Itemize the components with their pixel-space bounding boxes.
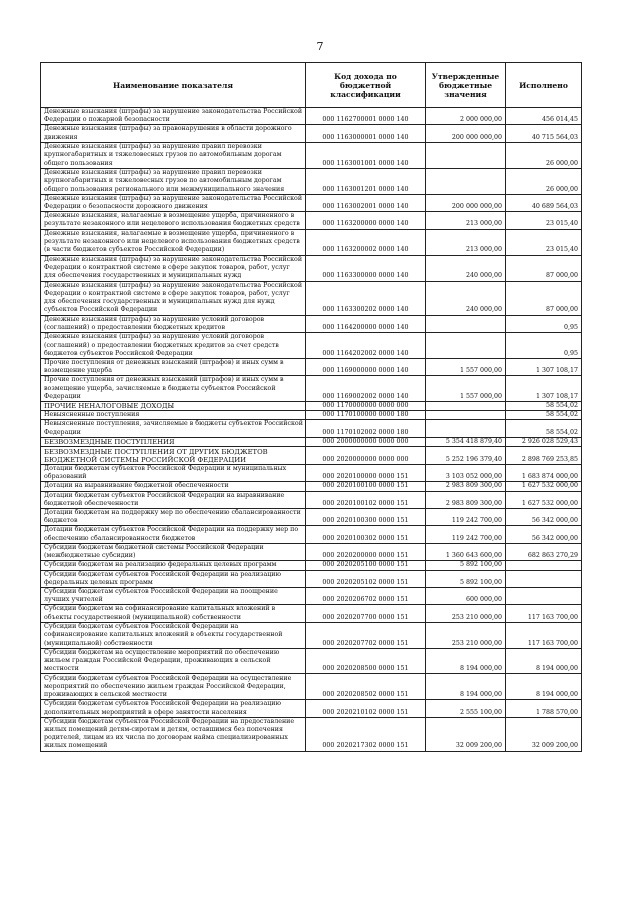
table-header-row [41, 63, 582, 108]
row-approved-cell: 5 892 100,00 [426, 561, 506, 570]
row-code-cell: 000 2020205102 0000 151 [306, 570, 426, 587]
row-name-cell: Субсидии бюджетам субъектов Российской Федерации на поощрение лучших учителей [41, 587, 306, 604]
table-row [41, 447, 582, 465]
table-row [41, 359, 582, 376]
row-name-cell: Субсидии бюджетам бюджетной системы Российской Федерации (межбюджетные субсидии) [41, 543, 306, 560]
row-executed-cell: 682 863 270,29 [506, 543, 582, 560]
row-name-cell: Субсидии бюджетам субъектов Российской Федерации на софинансирование капитальных вложений в объекты государственной (муниципальной) собственности [41, 622, 306, 648]
header-revenue-code: Код дохода по бюджетной классификации [306, 63, 426, 108]
row-approved-cell: 253 210 000,00 [426, 605, 506, 622]
row-approved-cell: 2 983 809 300,00 [426, 482, 506, 491]
table-row [41, 648, 582, 674]
row-executed-cell: 456 014,45 [506, 108, 582, 125]
row-executed-cell: 1 627 532 000,00 [506, 491, 582, 508]
table-row [41, 717, 582, 751]
row-executed-cell: 1 683 874 000,00 [506, 465, 582, 482]
row-code-cell: 000 1164200000 0000 140 [306, 315, 426, 332]
row-name-cell: Прочие поступления от денежных взысканий (штрафов) и иных сумм в возмещение ущерба, зачисляемые в бюджеты субъектов Российской Федерации [41, 376, 306, 402]
row-approved-cell [426, 142, 506, 168]
row-executed-cell: 56 342 000,00 [506, 526, 582, 543]
table-row [41, 526, 582, 543]
table-row [41, 587, 582, 604]
row-code-cell: 000 1163300202 0000 140 [306, 281, 426, 315]
row-executed-cell: 1 627 532 000,00 [506, 482, 582, 491]
row-code-cell: 000 2020217302 0000 151 [306, 717, 426, 751]
row-approved-cell: 2 000 000,00 [426, 108, 506, 125]
row-name-cell: Денежные взыскания (штрафы) за правонарушения в области дорожного движения [41, 125, 306, 142]
row-executed-cell: 8 194 000,00 [506, 674, 582, 700]
row-name-cell: Денежные взыскания (штрафы) за нарушение условий договоров (соглашений) о предоставлении бюджетных кредитов [41, 315, 306, 332]
table-row [41, 509, 582, 526]
row-executed-cell: 26 000,00 [506, 142, 582, 168]
row-executed-cell: 58 554,02 [506, 411, 582, 420]
row-code-cell: 000 2020200000 0000 151 [306, 543, 426, 560]
row-code-cell: 000 2020100302 0000 151 [306, 526, 426, 543]
row-executed-cell: 0,95 [506, 315, 582, 332]
row-name-cell: Дотации бюджетам субъектов Российской Федерации на поддержку мер по обеспечению сбалансированности бюджетов [41, 526, 306, 543]
row-executed-cell: 1 307 108,17 [506, 359, 582, 376]
row-approved-cell: 32 009 200,00 [426, 717, 506, 751]
header-executed: Исполнено [506, 63, 582, 108]
row-code-cell: 000 1163000001 0000 140 [306, 125, 426, 142]
row-executed-cell [506, 570, 582, 587]
row-code-cell: 000 1163200002 0000 140 [306, 229, 426, 255]
table-row [41, 491, 582, 508]
row-approved-cell: 200 000 000,00 [426, 125, 506, 142]
row-code-cell: 000 2020205100 0000 151 [306, 561, 426, 570]
row-executed-cell: 32 009 200,00 [506, 717, 582, 751]
table-row [41, 108, 582, 125]
row-code-cell: 000 1163300000 0000 140 [306, 255, 426, 281]
row-name-cell: Денежные взыскания, налагаемые в возмещение ущерба, причиненного в результате незаконного или нецелевого использования бюджетных средств [41, 212, 306, 229]
row-name-cell: Денежные взыскания (штрафы) за нарушение законодательства Российской Федерации о безопасности дорожного движения [41, 194, 306, 211]
table-row [41, 168, 582, 194]
row-executed-cell: 2 926 028 529,43 [506, 437, 582, 446]
row-executed-cell: 23 015,40 [506, 212, 582, 229]
row-code-cell: 000 2000000000 0000 000 [306, 437, 426, 446]
row-name-cell: Субсидии бюджетам на софинансирование капитальных вложений в объекты государственной (муниципальной) собственности [41, 605, 306, 622]
page-number: 7 [316, 40, 324, 53]
row-name-cell: Невыясненные поступления, зачисляемые в бюджеты субъектов Российской Федерации [41, 420, 306, 437]
row-name-cell: Прочие поступления от денежных взысканий (штрафов) и иных сумм в возмещение ущерба [41, 359, 306, 376]
row-approved-cell: 2 555 100,00 [426, 700, 506, 717]
row-code-cell: 000 2020100300 0000 151 [306, 509, 426, 526]
budget-table-container [40, 62, 581, 752]
row-name-cell: Дотации на выравнивание бюджетной обеспеченности [41, 482, 306, 491]
row-executed-cell: 87 000,00 [506, 255, 582, 281]
row-code-cell: 000 1164202002 0000 140 [306, 333, 426, 359]
row-approved-cell: 240 000,00 [426, 255, 506, 281]
row-code-cell: 000 1169002002 0000 140 [306, 376, 426, 402]
row-code-cell: 000 2020207702 0000 151 [306, 622, 426, 648]
row-name-cell: Дотации бюджетам субъектов Российской Федерации и муниципальных образований [41, 465, 306, 482]
row-executed-cell: 40 715 564,03 [506, 125, 582, 142]
table-row [41, 570, 582, 587]
row-approved-cell: 213 000,00 [426, 229, 506, 255]
row-name-cell: Субсидии бюджетам субъектов Российской Федерации на реализацию федеральных целевых программ [41, 570, 306, 587]
row-name-cell: БЕЗВОЗМЕЗДНЫЕ ПОСТУПЛЕНИЯ ОТ ДРУГИХ БЮДЖЕТОВ БЮДЖЕТНОЙ СИСТЕМЫ РОССИЙСКОЙ ФЕДЕРАЦИИ [41, 447, 306, 465]
row-name-cell: Денежные взыскания (штрафы) за нарушение законодательства Российской Федерации о пожарной безопасности [41, 108, 306, 125]
row-code-cell: 000 1170102002 0000 180 [306, 420, 426, 437]
row-code-cell: 000 2020100000 0000 151 [306, 465, 426, 482]
row-approved-cell: 2 983 809 300,00 [426, 491, 506, 508]
table-row [41, 700, 582, 717]
row-code-cell: 000 2020100100 0000 151 [306, 482, 426, 491]
row-executed-cell: 8 194 000,00 [506, 648, 582, 674]
table-body [41, 108, 582, 752]
table-row [41, 376, 582, 402]
row-approved-cell: 253 210 000,00 [426, 622, 506, 648]
table-row [41, 437, 582, 446]
table-row [41, 212, 582, 229]
row-approved-cell [426, 333, 506, 359]
row-name-cell: БЕЗВОЗМЕЗДНЫЕ ПОСТУПЛЕНИЯ [41, 437, 306, 446]
table-row [41, 561, 582, 570]
row-executed-cell [506, 561, 582, 570]
row-approved-cell: 200 000 000,00 [426, 194, 506, 211]
table-row [41, 674, 582, 700]
row-name-cell: Субсидии бюджетам субъектов Российской Федерации на предоставление жилых помещений детям-сиротам и детям, оставшимся без попечения родителей, лицам из их числа по договорам найма специализированных жилых помещений [41, 717, 306, 751]
header-indicator-name: Наименование показателя [41, 63, 306, 108]
row-approved-cell: 8 194 000,00 [426, 674, 506, 700]
row-code-cell: 000 1162700001 0000 140 [306, 108, 426, 125]
row-approved-cell [426, 315, 506, 332]
row-name-cell: Денежные взыскания, налагаемые в возмещение ущерба, причиненного в результате незаконного или нецелевого использования бюджетных средств (в части бюджетов субъектов Российской Федерации) [41, 229, 306, 255]
table-row [41, 229, 582, 255]
row-name-cell: ПРОЧИЕ НЕНАЛОГОВЫЕ ДОХОДЫ [41, 402, 306, 411]
row-executed-cell: 87 000,00 [506, 281, 582, 315]
table-row [41, 281, 582, 315]
row-executed-cell: 1 788 570,00 [506, 700, 582, 717]
table-row [41, 194, 582, 211]
row-code-cell: 000 1163200000 0000 140 [306, 212, 426, 229]
row-executed-cell: 1 307 108,17 [506, 376, 582, 402]
row-code-cell: 000 1169000000 0000 140 [306, 359, 426, 376]
row-code-cell: 000 1170100000 0000 180 [306, 411, 426, 420]
row-approved-cell: 5 252 196 379,40 [426, 447, 506, 465]
row-approved-cell: 1 557 000,00 [426, 359, 506, 376]
row-code-cell: 000 2020208500 0000 151 [306, 648, 426, 674]
table-row [41, 543, 582, 560]
row-approved-cell [426, 411, 506, 420]
table-row [41, 622, 582, 648]
row-approved-cell: 8 194 000,00 [426, 648, 506, 674]
row-approved-cell: 240 000,00 [426, 281, 506, 315]
row-approved-cell: 1 360 643 600,00 [426, 543, 506, 560]
row-approved-cell [426, 168, 506, 194]
row-executed-cell: 117 163 700,00 [506, 605, 582, 622]
row-executed-cell: 0,95 [506, 333, 582, 359]
row-code-cell: 000 1163001001 0000 140 [306, 142, 426, 168]
row-executed-cell: 26 000,00 [506, 168, 582, 194]
row-code-cell: 000 2020100102 0000 151 [306, 491, 426, 508]
row-code-cell: 000 1163001201 0000 140 [306, 168, 426, 194]
row-executed-cell: 58 554,02 [506, 402, 582, 411]
budget-execution-table [40, 62, 582, 752]
row-approved-cell: 213 000,00 [426, 212, 506, 229]
row-approved-cell [426, 420, 506, 437]
table-row [41, 333, 582, 359]
row-approved-cell: 600 000,00 [426, 587, 506, 604]
row-approved-cell: 3 103 052 000,00 [426, 465, 506, 482]
header-approved-values: Утвержденные бюджетные значения [426, 63, 506, 108]
row-code-cell: 000 1170000000 0000 000 [306, 402, 426, 411]
table-row [41, 411, 582, 420]
row-executed-cell [506, 587, 582, 604]
row-code-cell: 000 2020206702 0000 151 [306, 587, 426, 604]
row-approved-cell: 119 242 700,00 [426, 526, 506, 543]
table-row [41, 482, 582, 491]
row-code-cell: 000 2020207700 0000 151 [306, 605, 426, 622]
row-name-cell: Денежные взыскания (штрафы) за нарушение законодательства Российской Федерации о контрактной системе в сфере закупок товаров, работ, услуг для обеспечения государственных и муниципальных нужд [41, 255, 306, 281]
row-code-cell: 000 2020000000 0000 000 [306, 447, 426, 465]
row-executed-cell: 40 689 564,03 [506, 194, 582, 211]
row-code-cell: 000 1163002001 0000 140 [306, 194, 426, 211]
row-approved-cell: 119 242 700,00 [426, 509, 506, 526]
row-name-cell: Денежные взыскания (штрафы) за нарушение условий договоров (соглашений) о предоставлении бюджетных кредитов за счет средств бюджетов субъектов Российской Федерации [41, 333, 306, 359]
row-executed-cell: 23 015,40 [506, 229, 582, 255]
row-name-cell: Субсидии бюджетам субъектов Российской Федерации на осуществление мероприятий по обеспечению жильем граждан Российской Федерации, проживающих в сельской местности [41, 674, 306, 700]
table-row [41, 142, 582, 168]
row-code-cell: 000 2020208502 0000 151 [306, 674, 426, 700]
table-row [41, 125, 582, 142]
row-approved-cell: 5 892 100,00 [426, 570, 506, 587]
row-name-cell: Субсидии бюджетам на осуществление мероприятий по обеспечению жильем граждан Российской Федерации, проживающих в сельской местности [41, 648, 306, 674]
table-row [41, 420, 582, 437]
row-name-cell: Дотации бюджетам субъектов Российской Федерации на выравнивание бюджетной обеспеченности [41, 491, 306, 508]
row-executed-cell: 117 163 700,00 [506, 622, 582, 648]
row-name-cell: Денежные взыскания (штрафы) за нарушение правил перевозки крупногабаритных и тяжеловесных грузов по автомобильным дорогам общего пользования регионального или межмуниципального значения [41, 168, 306, 194]
row-executed-cell: 2 898 769 253,85 [506, 447, 582, 465]
row-executed-cell: 56 342 000,00 [506, 509, 582, 526]
table-row [41, 255, 582, 281]
row-executed-cell: 58 554,02 [506, 420, 582, 437]
row-name-cell: Невыясненные поступления [41, 411, 306, 420]
row-name-cell: Денежные взыскания (штрафы) за нарушение законодательства Российской Федерации о контрактной системе в сфере закупок товаров, работ, услуг для обеспечения государственных и муниципальных нужд для нужд субъектов Российской Федерации [41, 281, 306, 315]
row-name-cell: Денежные взыскания (штрафы) за нарушение правил перевозки крупногабаритных и тяжеловесных грузов по автомобильным дорогам общего пользования [41, 142, 306, 168]
table-row [41, 605, 582, 622]
row-code-cell: 000 2020210102 0000 151 [306, 700, 426, 717]
table-row [41, 465, 582, 482]
row-name-cell: Субсидии бюджетам на реализацию федеральных целевых программ [41, 561, 306, 570]
row-approved-cell: 5 354 418 879,40 [426, 437, 506, 446]
row-name-cell: Дотации бюджетам на поддержку мер по обеспечению сбалансированности бюджетов [41, 509, 306, 526]
row-name-cell: Субсидии бюджетам субъектов Российской Федерации на реализацию дополнительных мероприятий в сфере занятости населения [41, 700, 306, 717]
table-row [41, 315, 582, 332]
table-row [41, 402, 582, 411]
row-approved-cell [426, 402, 506, 411]
row-approved-cell: 1 557 000,00 [426, 376, 506, 402]
